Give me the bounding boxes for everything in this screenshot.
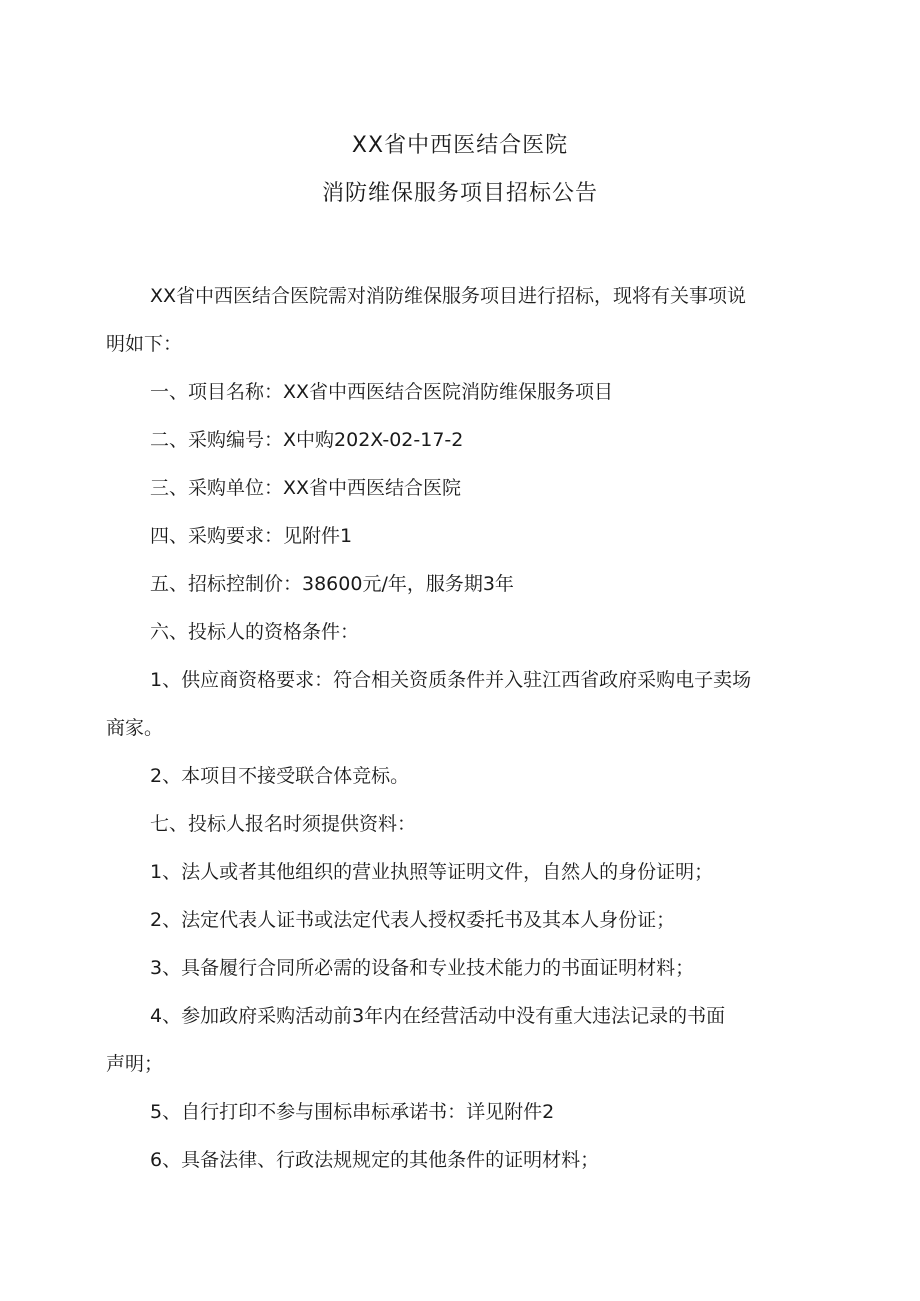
item-required-materials: 七、投标人报名时须提供资料： [150,813,417,835]
document-title-hospital: XX省中西医结合医院 [351,133,569,158]
material-6: 6、具备法律、行政法规规定的其他条件的证明材料； [150,1149,600,1171]
material-4-line1: 4、参加政府采购活动前3年内在经营活动中没有重大违法记录的书面 [150,1005,726,1027]
material-5: 5、自行打印不参与围标串标承诺书：详见附件2 [150,1101,555,1123]
item-procurement-number: 二、采购编号：X中购202X-02-17-2 [150,429,464,451]
material-2: 2、法定代表人证书或法定代表人授权委托书及其本人身份证； [150,909,676,931]
material-3: 3、具备履行合同所必需的设备和专业技术能力的书面证明材料； [150,957,695,979]
qualification-1-line2: 商家。 [106,717,164,739]
item-project-name: 一、项目名称：XX省中西医结合医院消防维保服务项目 [150,381,614,403]
item-procurement-unit: 三、采购单位：XX省中西医结合医院 [150,477,462,499]
document-title-announcement: 消防维保服务项目招标公告 [321,181,598,206]
qualification-1-line1: 1、供应商资格要求：符合相关资质条件并入驻江西省政府采购电子卖场 [150,669,752,691]
intro-paragraph-line1: XX省中西医结合医院需对消防维保服务项目进行招标，现将有关事项说 [150,285,747,307]
material-4-line2: 声明； [106,1053,164,1075]
item-bidder-qualifications: 六、投标人的资格条件： [150,621,360,643]
intro-paragraph-line2: 明如下： [106,333,183,355]
qualification-2: 2、本项目不接受联合体竞标。 [150,765,410,787]
item-procurement-requirements: 四、采购要求：见附件1 [150,525,353,547]
material-1: 1、法人或者其他组织的营业执照等证明文件，自然人的身份证明； [150,861,714,883]
item-control-price: 五、招标控制价：38600元/年，服务期3年 [150,573,514,595]
